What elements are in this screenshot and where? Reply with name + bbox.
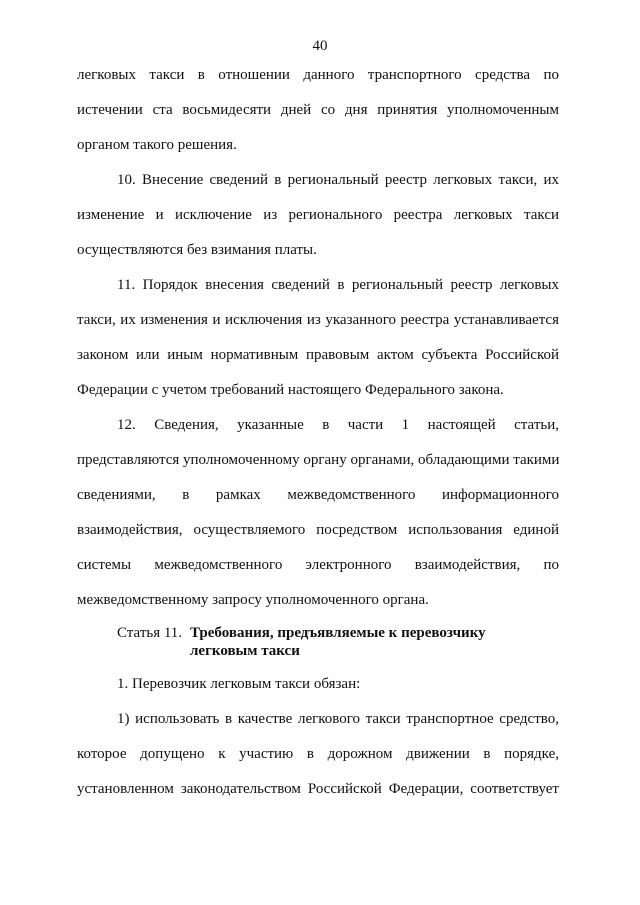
text-line: которое допущено к участию в дорожном движении в порядке, bbox=[77, 746, 559, 762]
text-line: взаимодействия, осуществляемого посредством использования единой bbox=[77, 522, 559, 538]
text-line: 12. Сведения, указанные в части 1 настоящей статьи, bbox=[117, 417, 559, 433]
article-title: Требования, предъявляемые к перевозчику bbox=[190, 625, 486, 641]
article-label: Статья 11. bbox=[117, 625, 183, 641]
text-line: установленном законодательством Российской Федерации, соответствует bbox=[77, 781, 559, 797]
article-heading bbox=[117, 624, 567, 642]
text-line: изменение и исключение из регионального реестра легковых такси bbox=[77, 207, 559, 223]
text-line: 11. Порядок внесения сведений в региональный реестр легковых bbox=[117, 277, 559, 293]
page-number: 40 bbox=[312, 38, 328, 54]
text-line: представляются уполномоченному органу органами, обладающими такими bbox=[77, 452, 560, 468]
text-line: сведениями, в рамках межведомственного информационного bbox=[77, 487, 559, 503]
text-line: межведомственному запросу уполномоченного органа. bbox=[77, 592, 429, 608]
text-line: системы межведомственного электронного взаимодействия, по bbox=[77, 557, 559, 573]
text-line: законом или иным нормативным правовым актом субъекта Российской bbox=[77, 347, 559, 363]
text-line: органом такого решения. bbox=[77, 137, 237, 153]
text-line: такси, их изменения и исключения из указанного реестра устанавливается bbox=[77, 312, 559, 328]
article-title-continued: легковым такси bbox=[190, 643, 300, 659]
text-line: осуществляются без взимания платы. bbox=[77, 242, 317, 258]
text-line: 1) использовать в качестве легкового такси транспортное средство, bbox=[117, 711, 559, 727]
text-line: 1. Перевозчик легковым такси обязан: bbox=[117, 676, 361, 692]
text-line: истечении ста восьмидесяти дней со дня принятия уполномоченным bbox=[77, 102, 559, 118]
text-line: 10. Внесение сведений в региональный реестр легковых такси, их bbox=[117, 172, 559, 188]
text-line: легковых такси в отношении данного транспортного средства по bbox=[77, 67, 559, 83]
text-line: Федерации с учетом требований настоящего Федерального закона. bbox=[77, 382, 504, 398]
